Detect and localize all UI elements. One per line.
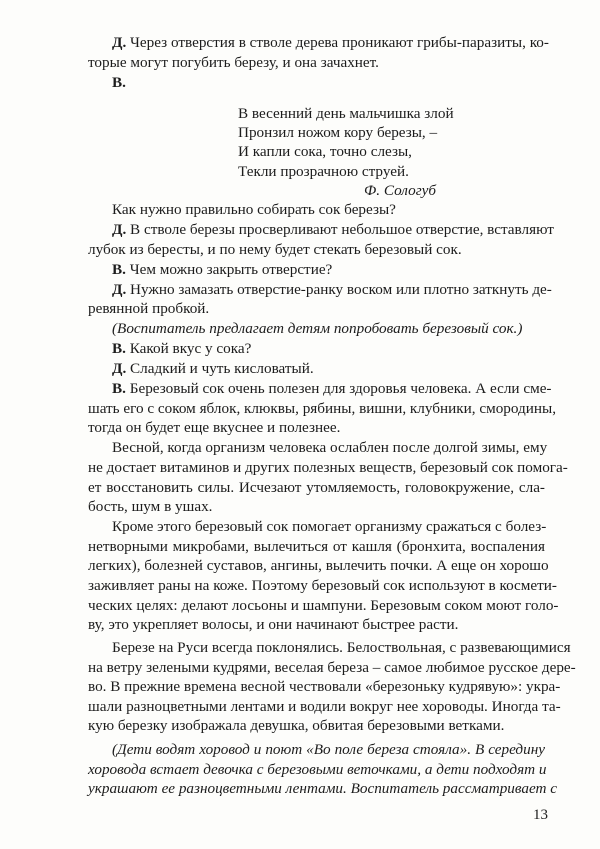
- text-line: [88, 716, 545, 736]
- line-text: Нужно замазать отверстие-ранку воском или плотно заткнуть де-: [130, 280, 552, 298]
- text-line: [88, 339, 545, 359]
- line-text: Березовый сок очень полезен для здоровья человека. А если сме-: [129, 380, 552, 398]
- speaker-label: В.: [112, 340, 126, 358]
- text-line: [88, 319, 545, 339]
- line-text: шать его с соком яблок, клюквы, рябины, вишни, клубники, смородины,: [88, 399, 557, 417]
- text-line: [88, 638, 571, 658]
- text-line: [88, 556, 549, 576]
- text-line: [88, 200, 545, 220]
- line-text: Чем можно закрыть отверстие?: [129, 260, 333, 278]
- line-text: шали разноцветными лентами и водили вокруг нее хороводы. Иногда та-: [88, 697, 561, 715]
- text-line: [88, 478, 545, 498]
- text-line: [88, 458, 568, 478]
- text-line: [88, 280, 552, 300]
- line-text: лубок из бересты, и по нему будет стекать березовый сок.: [88, 240, 462, 258]
- line-text: ет восстановить силы. Исчезают утомляемость, головокружение, сла-: [88, 478, 545, 496]
- text-line: [88, 299, 545, 319]
- line-text: нетворными микробами, вылечиться от кашля (бронхита, воспаления: [88, 537, 545, 555]
- paragraph: [88, 740, 558, 799]
- paragraph: [88, 33, 549, 72]
- text-line: [88, 73, 545, 93]
- speaker-label: Д.: [112, 221, 127, 238]
- line-text: Как нужно правильно собирать сок березы?: [112, 201, 396, 218]
- paragraph: [88, 438, 568, 516]
- line-text: торые могут погубить березу, и она зачахнет.: [88, 53, 379, 71]
- text-line: [88, 497, 545, 517]
- poem-author: Ф. Сологуб: [364, 182, 436, 199]
- text-line: [88, 240, 545, 260]
- text-line: [88, 677, 561, 697]
- line-text: Весной, когда организм человека ослаблен после долгой зимы, ему: [112, 439, 548, 457]
- text-line: [88, 260, 545, 280]
- poem-line: И капли сока, точно слезы,: [238, 143, 412, 161]
- paragraph: [88, 339, 545, 359]
- text-line: [88, 779, 558, 799]
- text-line: [88, 399, 557, 419]
- text-line: [88, 615, 545, 635]
- text-line: [88, 220, 554, 240]
- line-text: Сладкий и чуть кисловатый.: [130, 360, 314, 378]
- line-text: на ветру зелеными кудрями, веселая береза – самое любимое русское дере-: [88, 658, 576, 676]
- line-text: заживляет раны на коже. Поэтому березовый сок используют в космети-: [88, 576, 557, 594]
- text-line: [88, 576, 557, 596]
- line-text: хоровода встает девочка с березовыми веточками, а дети подходят и: [88, 760, 547, 778]
- line-text: легких), болезней суставов, ангины, вылечить почки. А еще он хорошо: [88, 557, 549, 575]
- line-text: Кроме этого березовый сок помогает организму сражаться с болез-: [112, 518, 547, 536]
- speaker-label: Д.: [112, 360, 127, 378]
- text-line: [88, 33, 549, 53]
- line-text: (Дети водят хоровод и поют «Во поле береза стояла». В середину: [112, 741, 545, 758]
- paragraph: [88, 379, 557, 438]
- line-text: ческих целях: делают лосьоны и шампуни. Березовым соком моют голо-: [88, 596, 559, 614]
- text-line: [88, 740, 545, 760]
- poem-line: В весенний день мальчишка злой: [238, 105, 454, 122]
- poem: [238, 104, 454, 181]
- text-line: [88, 359, 545, 379]
- text-line: [88, 517, 545, 537]
- paragraph: [88, 638, 576, 736]
- line-text: Березе на Руси всегда поклонялись. Белоствольная, с развевающимися: [112, 639, 571, 656]
- line-text: ву, это укрепляет волосы, и они начинают быстрее расти.: [88, 616, 459, 634]
- poem-line: Пронзил ножом кору березы, –: [238, 124, 438, 142]
- poem-line: Текли прозрачною струей.: [238, 162, 409, 180]
- paragraph: [88, 319, 545, 339]
- paragraph: [88, 220, 554, 259]
- text-line: [88, 379, 552, 399]
- speaker-label: Д.: [112, 280, 127, 298]
- line-text: бость, шум в ушах.: [88, 498, 213, 516]
- line-text: кую березку изображала девушка, обвитая березовыми ветками.: [88, 717, 505, 735]
- speaker-label: В.: [112, 73, 126, 91]
- text-line: [88, 438, 548, 458]
- line-text: Какой вкус у сока?: [129, 340, 252, 358]
- line-text: не достает витаминов и других полезных веществ, березовый сок помога-: [88, 458, 568, 476]
- line-text: ревянной пробкой.: [88, 300, 210, 318]
- paragraph: [88, 517, 559, 635]
- text-line: [88, 53, 545, 73]
- text-line: [88, 658, 576, 678]
- line-text: во. В прежние времена весной чествовали «березоньку кудрявую»: укра-: [88, 678, 561, 696]
- speaker-label: В.: [112, 260, 126, 278]
- paragraph: [88, 200, 545, 220]
- paragraph: [88, 280, 552, 319]
- text-line: [88, 596, 559, 616]
- line-text: (Воспитатель предлагает детям попробовать березовый сок.): [112, 320, 523, 338]
- text-line: [88, 760, 545, 780]
- speaker-label: Д.: [112, 34, 127, 51]
- text-line: [88, 537, 545, 557]
- paragraph: [88, 359, 545, 379]
- speaker-label: В.: [112, 380, 126, 398]
- line-text: Через отверстия в стволе дерева проникают грибы-паразиты, ко-: [130, 34, 549, 51]
- text-line: [88, 418, 545, 438]
- page-number: 13: [533, 807, 548, 823]
- paragraph: [88, 73, 545, 93]
- paragraph: [88, 260, 545, 280]
- text-line: [88, 697, 561, 717]
- line-text: тогда он будет еще вкуснее и полезнее.: [88, 419, 341, 437]
- line-text: В стволе березы просверливают небольшое отверстие, вставляют: [130, 221, 554, 238]
- line-text: украшают ее разноцветными лентами. Воспитатель рассматривает с: [88, 780, 558, 798]
